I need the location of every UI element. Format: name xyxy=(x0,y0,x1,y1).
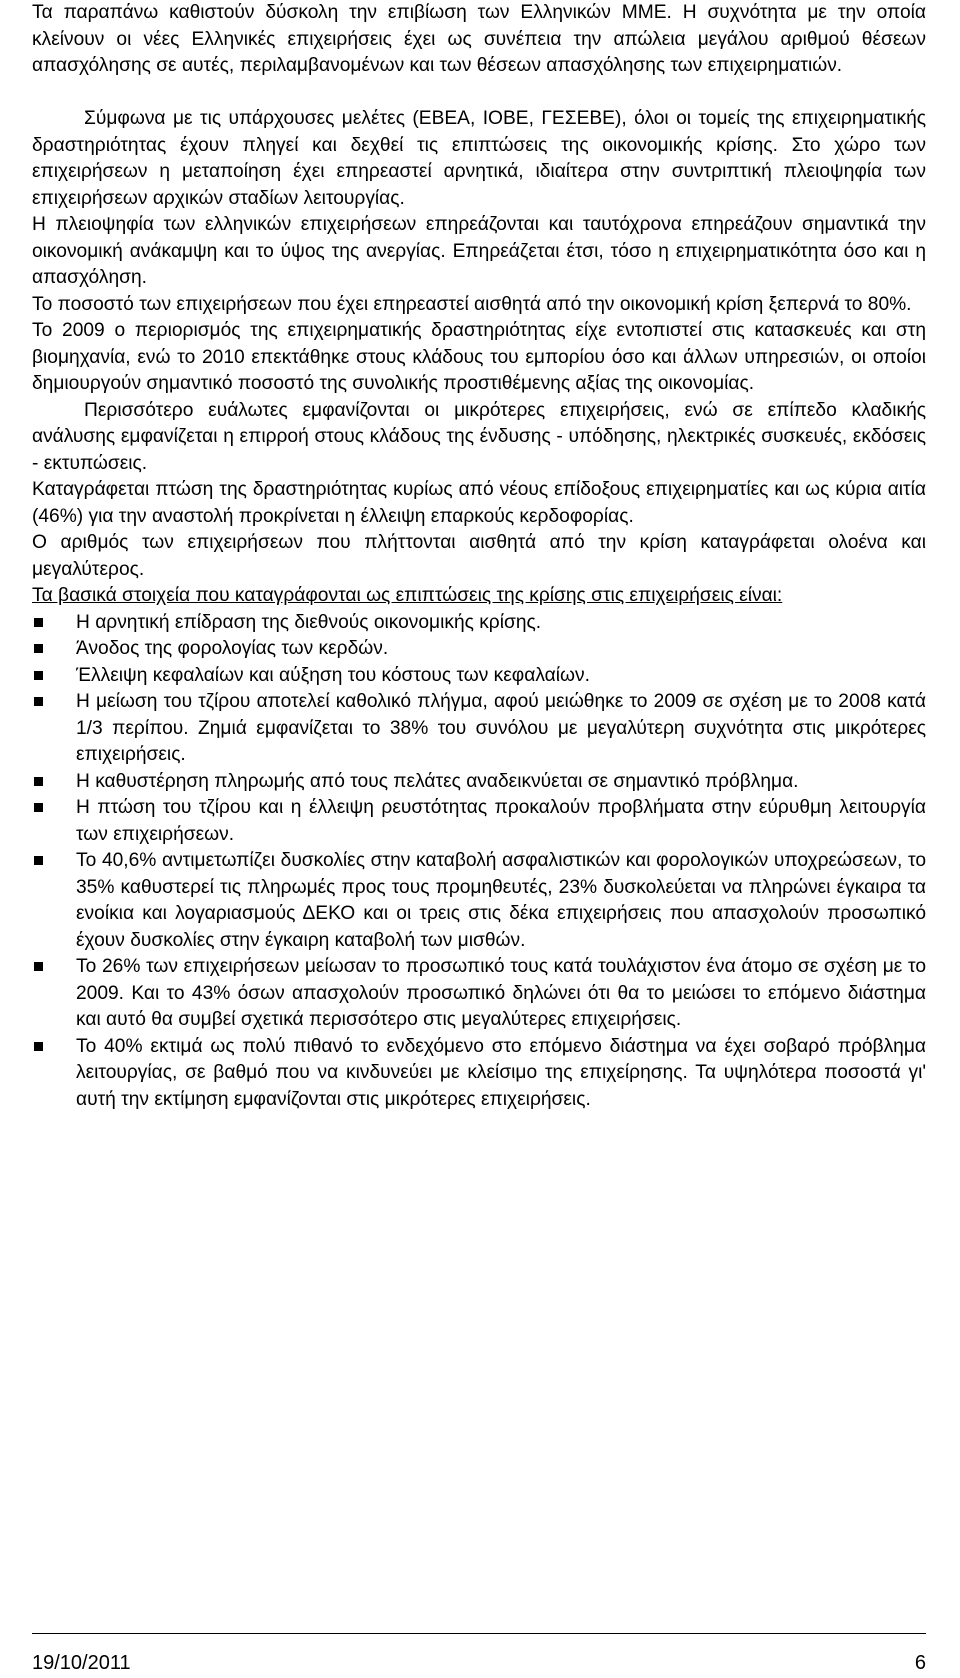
effects-bullet-list xyxy=(32,610,926,1114)
list-item-text: Το 40% εκτιμά ως πολύ πιθανό το ενδεχόμενο στο επόμενο διάστημα να έχει σοβαρό πρόβλημα λειτουργίας, σε βαθμό που να κινδυνεύει με κλείσιμο της επιχείρησης. Τα υψηλότερα ποσοστά γι' αυτή την εκτίμηση εμφανίζονται στις μικρότερες επιχειρήσεις. xyxy=(76,1035,926,1110)
list-item-text: Άνοδος της φορολογίας των κερδών. xyxy=(76,638,389,659)
square-bullet-icon xyxy=(34,618,43,627)
square-bullet-icon xyxy=(34,962,43,971)
list-item-text: Το 40,6% αντιμετωπίζει δυσκολίες στην καταβολή ασφαλιστικών και φορολογικών υποχρεώσεων, το 35% καθυστερεί τις πληρωμές προς τους προμηθευτές, 23% δυσκολεύεται να πληρώνει έγκαιρα τα ενοίκια και λογαριασμούς ΔΕΚΟ και οι τρεις στις δέκα επιχειρήσεις που απασχολούν προσωπικό έχουν δυσκολίες στην έγκαιρη καταβολή των μισθών. xyxy=(76,850,926,951)
list-item xyxy=(32,636,926,663)
list-item xyxy=(32,848,926,954)
square-bullet-icon xyxy=(34,777,43,786)
list-item-text: Έλλειψη κεφαλαίων και αύξηση του κόστους των κεφαλαίων. xyxy=(76,664,590,686)
paragraph-sme-survival: Τα παραπάνω καθιστούν δύσκολη την επιβίωση των Ελληνικών ΜΜΕ. Η συχνότητα με την οποία κλείνουν οι νέες Ελληνικές επιχειρήσεις έχει ως συνέπεια την απώλεια μεγάλου αριθμού θέσεων απασχόλησης σε αυτές, περιλαμβανομένων και των θέσεων απασχόλησης των επιχειρηματιών. xyxy=(32,2,926,76)
list-item xyxy=(32,610,926,637)
paragraph-vulnerable-smaller: Περισσότερο ευάλωτες εμφανίζονται οι μικρότερες επιχειρήσεις, ενώ σε επίπεδο κλαδικής ανάλυσης εμφανίζεται η επιρροή στους κλάδους της ένδυσης - υπόδησης, ηλεκτρικές συσκευές, εκδόσεις - εκτυπώσεις. xyxy=(32,399,926,474)
list-item xyxy=(32,1034,926,1114)
list-item xyxy=(32,663,926,690)
list-item-text: Η πτώση του τζίρου και η έλλειψη ρευστότητας προκαλούν προβλήματα στην εύρυθμη λειτουργία των επιχειρήσεων. xyxy=(76,797,926,845)
list-item xyxy=(32,769,926,796)
list-heading: Τα βασικά στοιχεία που καταγράφονται ως επιπτώσεις της κρίσης στις επιχειρήσεις είναι: xyxy=(32,585,783,606)
square-bullet-icon xyxy=(34,856,43,865)
document-page xyxy=(32,0,926,1113)
paragraph-majority-impact: Η πλειοψηφία των ελληνικών επιχειρήσεων επηρεάζονται και ταυτόχρονα επηρεάζουν σημαντικά την οικονομική ανάκαμψη και το ύψος της ανεργίας. Επηρεάζεται έτσι, τόσο η επιχειρηματικότητα όσο και η απασχόληση. xyxy=(32,214,926,288)
paragraph-percentage-affected: Το ποσοστό των επιχειρήσεων που έχει επηρεαστεί αισθητά από την οικονομική κρίση ξεπερνά το 80%. xyxy=(32,293,912,315)
list-item-text: Το 26% των επιχειρήσεων μείωσαν το προσωπικό τους κατά τουλάχιστον ένα άτομο σε σχέση με το 2009. Και το 43% όσων απασχολούν προσωπικό δηλώνει ότι θα το μειώσει το επόμενο διάστημα και αυτό θα συμβεί σχετικά περισσότερο στις μεγαλύτερες επιχειρήσεις. xyxy=(76,956,926,1030)
footer-date: 19/10/2011 xyxy=(32,1652,131,1674)
list-item-text: Η μείωση του τζίρου αποτελεί καθολικό πλήγμα, αφού μειώθηκε το 2009 σε σχέση με το 2008 κατά 1/3 περίπου. Ζημιά εμφανίζεται το 38% του συνόλου με μεγαλύτερη συχνότητα στις μικρότερες επιχειρήσεις. xyxy=(76,691,926,765)
page-number: 6 xyxy=(914,1652,926,1674)
footer-divider xyxy=(32,1633,926,1634)
paragraph-studies-sectors: Σύμφωνα με τις υπάρχουσες μελέτες (ΕΒΕΑ, ΙΟΒΕ, ΓΕΣΕΒΕ), όλοι οι τομείς της επιχειρηματικής δραστηριότητας έχουν πληγεί και δεχθεί τις επιπτώσεις της οικονομικής κρίσης. Στο χώρο των επιχειρήσεων η μεταποίηση έχει επηρεαστεί αρνητικά, ιδιαίτερα στην συντριπτική πλειοψηφία των επιχειρήσεων αρχικών σταδίων λειτουργίας. xyxy=(32,108,926,209)
paragraph-affected-growing: Ο αριθμός των επιχειρήσεων που πλήττονται αισθητά από την κρίση καταγράφεται ολοένα και μεγαλύτερος. xyxy=(32,532,926,580)
square-bullet-icon xyxy=(34,644,43,653)
list-item-text: Η αρνητική επίδραση της διεθνούς οικονομικής κρίσης. xyxy=(76,611,542,633)
square-bullet-icon xyxy=(34,697,43,706)
paragraph-activity-drop: Καταγράφεται πτώση της δραστηριότητας κυρίως από νέους επίδοξους επιχειρηματίες και ως κύρια αιτία (46%) για την αναστολή προκρίνεται η έλλειψη επαρκούς κερδοφορίας. xyxy=(32,479,926,527)
square-bullet-icon xyxy=(34,803,43,812)
square-bullet-icon xyxy=(34,671,43,680)
list-item xyxy=(32,689,926,769)
list-item xyxy=(32,795,926,848)
list-item-text: Η καθυστέρηση πληρωμής από τους πελάτες αναδεικνύεται σε σημαντικό πρόβλημα. xyxy=(76,770,799,792)
paragraph-2009-2010: Το 2009 ο περιορισμός της επιχειρηματικής δραστηριότητας είχε εντοπιστεί στις κατασκευές και στη βιομηχανία, ενώ το 2010 επεκτάθηκε στους κλάδους του εμπορίου όσο και άλλων υπηρεσιών, οι οποίοι δημιουργούν σημαντικό ποσοστό της συνολικής προστιθέμενης αξίας της οικονομίας. xyxy=(32,320,926,394)
square-bullet-icon xyxy=(34,1042,43,1051)
list-item xyxy=(32,954,926,1034)
